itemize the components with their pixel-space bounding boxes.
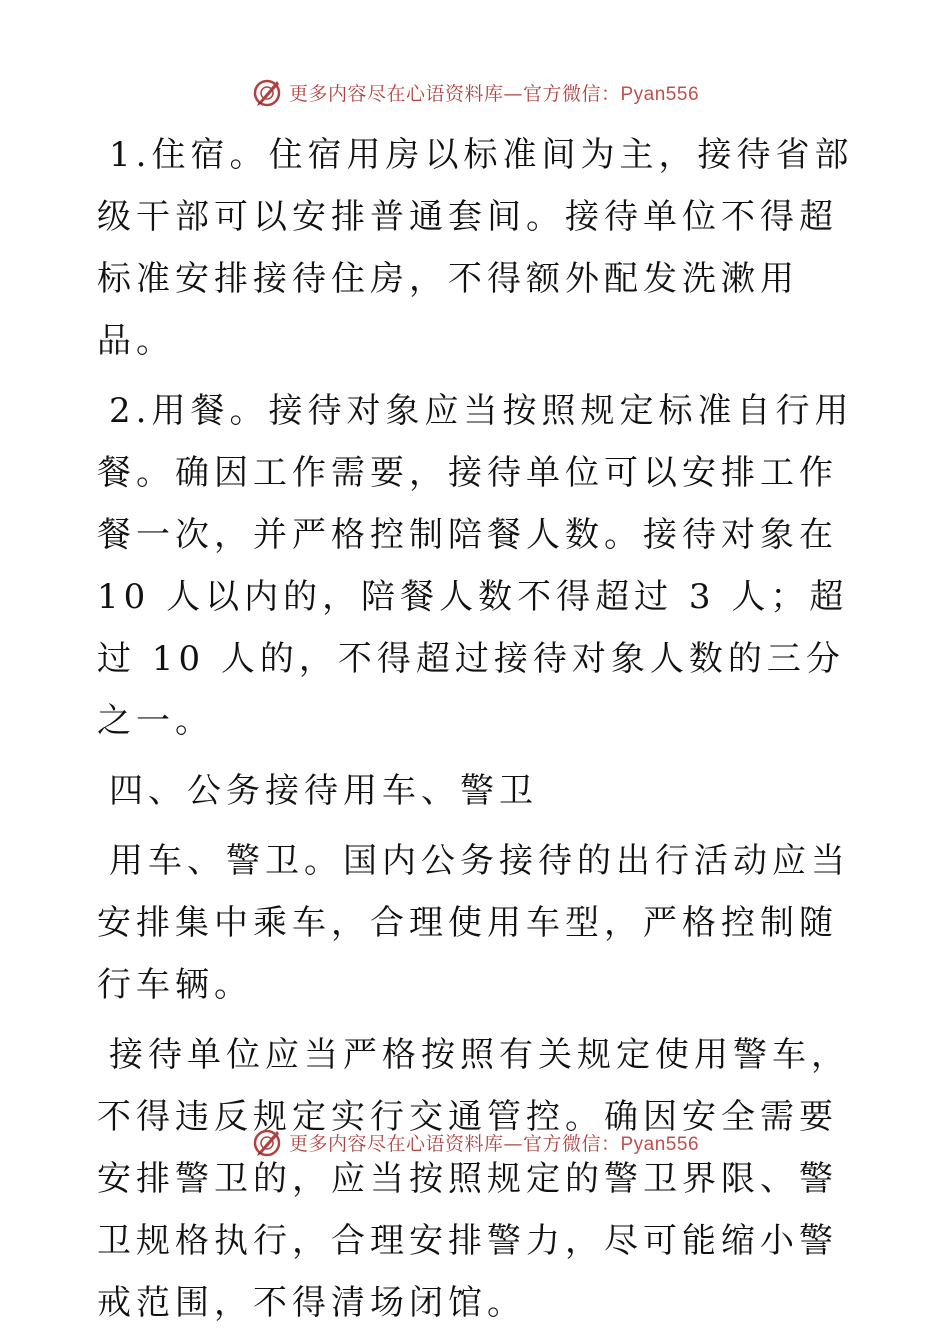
quill-logo-icon xyxy=(251,1126,283,1158)
header-watermark-banner xyxy=(0,72,950,112)
paragraph-dining: 2.用餐。接待对象应当按照规定标准自行用餐。确因工作需要，接待单位可以安排工作餐一次，并严格控制陪餐人数。接待对象在 10 人以内的，陪餐人数不得超过 3 人；超过 10 人的，不得超过接待对象人数的三分之一。 xyxy=(97,391,854,741)
wechat-id: Pyan556 xyxy=(620,83,700,105)
paragraph-security: 接待单位应当严格按照有关规定使用警车，不得违反规定实行交通管控。确因安全需要安排警卫的，应当按照规定的警卫界限、警卫规格执行，合理安排警力，尽可能缩小警戒范围，不得清场闭馆。 xyxy=(97,1035,850,1323)
banner-text: 更多内容尽在心语资料库—官方微信：Pyan556 xyxy=(288,82,700,105)
banner-text: 更多内容尽在心语资料库—官方微信：Pyan556 xyxy=(288,1132,700,1155)
paragraph-lodging: 1.住宿。住宿用房以标准间为主，接待省部级干部可以安排普通套间。接待单位不得超标准安排接待住房，不得额外配发洗漱用品。 xyxy=(97,135,854,361)
footer-watermark-banner xyxy=(0,1122,950,1162)
paragraph-vehicles: 用车、警卫。国内公务接待的出行活动应当安排集中乘车，合理使用车型，严格控制随行车辆。 xyxy=(97,841,850,1005)
quill-logo-icon xyxy=(251,76,283,108)
wechat-id: Pyan556 xyxy=(620,1133,700,1155)
section-heading: 四、公务接待用车、警卫 xyxy=(109,771,538,811)
